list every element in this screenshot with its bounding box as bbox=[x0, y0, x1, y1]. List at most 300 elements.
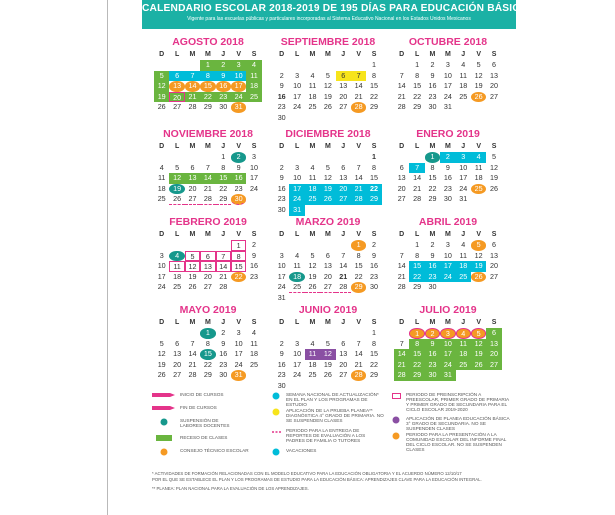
day-cell bbox=[394, 60, 409, 71]
day-cell: 29 bbox=[413, 282, 422, 292]
day-cell: 19 bbox=[471, 261, 486, 272]
day-cell bbox=[320, 328, 335, 339]
day-cell: 3 bbox=[295, 70, 300, 80]
day-cell: 28 bbox=[336, 282, 351, 293]
week-row bbox=[394, 272, 502, 283]
day-cell bbox=[336, 152, 351, 163]
day-cell: 27 bbox=[203, 282, 212, 292]
day-cell: 28 bbox=[188, 370, 197, 380]
day-cell: 10 bbox=[250, 162, 259, 172]
day-cell: 11 bbox=[157, 173, 166, 183]
day-cell: 12 bbox=[185, 261, 200, 272]
day-cell: 13 bbox=[169, 81, 184, 92]
day-cell: 6 bbox=[341, 162, 346, 172]
day-cell: 14 bbox=[413, 173, 422, 183]
day-cell: 10 bbox=[440, 339, 455, 350]
day-cell: 4 bbox=[246, 60, 261, 71]
day-cell: 22 bbox=[370, 91, 379, 101]
weekday-label: J bbox=[461, 143, 466, 150]
day-cell: 13 bbox=[339, 81, 348, 91]
day-cell: 13 bbox=[323, 261, 332, 271]
month-name: OCTUBRE 2018 bbox=[408, 36, 488, 48]
day-cell: 1 bbox=[200, 328, 215, 339]
day-cell: 1 bbox=[351, 240, 366, 251]
day-cell: 21 bbox=[413, 183, 422, 193]
month-name: MARZO 2019 bbox=[295, 216, 361, 228]
day-cell bbox=[305, 328, 320, 339]
day-cell: 17 bbox=[443, 81, 452, 91]
day-cell: 8 bbox=[372, 162, 377, 172]
day-cell: 6 bbox=[492, 60, 497, 69]
weekday-label: L bbox=[174, 231, 180, 238]
day-cell: 28 bbox=[413, 194, 422, 204]
weekday-label: M bbox=[324, 51, 331, 58]
day-cell bbox=[231, 282, 246, 293]
day-cell: 21 bbox=[339, 271, 348, 281]
day-cell: 2 bbox=[430, 240, 435, 249]
day-cell: 24 bbox=[440, 272, 455, 283]
weekday-header bbox=[394, 318, 502, 328]
day-cell: 3 bbox=[231, 60, 246, 71]
header-banner bbox=[142, 0, 528, 29]
week-row bbox=[274, 163, 382, 174]
day-cell: 25 bbox=[289, 282, 304, 293]
day-cell: 2 bbox=[216, 60, 231, 71]
legend-label: FIN DE CURSOS bbox=[180, 405, 217, 410]
day-cell: 20 bbox=[339, 359, 348, 369]
day-cell bbox=[456, 102, 471, 113]
weekday-label: J bbox=[221, 143, 226, 150]
weekday-label: L bbox=[174, 51, 180, 58]
weekday-label: S bbox=[251, 319, 257, 326]
day-cell: 4 bbox=[310, 162, 315, 172]
day-cell: 8 bbox=[356, 250, 361, 260]
day-cell: 26 bbox=[305, 282, 320, 293]
day-cell bbox=[274, 152, 289, 163]
day-cell: 1 bbox=[372, 152, 377, 161]
day-cell: 4 bbox=[169, 251, 184, 262]
week-row bbox=[394, 240, 502, 251]
day-cell bbox=[289, 328, 304, 339]
day-cell: 5 bbox=[154, 71, 169, 82]
weekday-label: V bbox=[356, 51, 361, 58]
day-cell: 9 bbox=[425, 339, 440, 350]
footnotes bbox=[152, 471, 502, 492]
weekday-label: J bbox=[461, 319, 466, 326]
day-cell bbox=[185, 328, 200, 339]
day-cell bbox=[486, 282, 501, 293]
weekday-label: J bbox=[341, 231, 346, 238]
day-cell bbox=[305, 60, 320, 71]
arrow-icon bbox=[152, 392, 176, 398]
day-cell bbox=[320, 152, 335, 163]
day-cell: 7 bbox=[356, 338, 361, 348]
day-cell: 30 bbox=[428, 102, 437, 112]
day-cell: 29 bbox=[428, 194, 437, 204]
week-row bbox=[274, 370, 382, 381]
day-cell: 17 bbox=[277, 271, 286, 281]
day-cell: 17 bbox=[250, 173, 259, 183]
day-cell: 14 bbox=[185, 81, 200, 92]
day-cell bbox=[320, 60, 335, 71]
day-cell: 7 bbox=[399, 250, 404, 260]
weekday-header bbox=[394, 50, 502, 60]
day-cell bbox=[366, 293, 381, 304]
document-title: CALENDARIO ESCOLAR 2018-2019 DE 195 DÍAS PARA EDUCACIÓN BÁSICA bbox=[142, 3, 528, 14]
legend-item-informe-final bbox=[392, 432, 510, 452]
week-row bbox=[154, 152, 262, 163]
month-name: ABRIL 2019 bbox=[418, 216, 478, 228]
day-cell bbox=[486, 194, 501, 205]
weekday-label: M bbox=[324, 143, 331, 150]
week-row bbox=[394, 360, 502, 371]
day-cell: 6 bbox=[200, 251, 215, 262]
month-calendar bbox=[154, 216, 262, 293]
week-row bbox=[394, 370, 502, 381]
weekday-label: M bbox=[309, 143, 316, 150]
day-cell: 12 bbox=[320, 349, 335, 360]
day-cell bbox=[154, 152, 169, 163]
day-cell bbox=[320, 381, 335, 392]
weekday-header bbox=[154, 318, 262, 328]
day-cell bbox=[366, 205, 381, 216]
day-cell: 30 bbox=[277, 204, 286, 214]
day-cell: 9 bbox=[445, 162, 450, 172]
legend-item-suspension bbox=[152, 418, 262, 428]
day-cell: 29 bbox=[366, 194, 381, 205]
day-cell: 19 bbox=[320, 184, 335, 195]
day-cell: 16 bbox=[428, 81, 437, 91]
day-cell: 26 bbox=[490, 183, 499, 193]
day-cell bbox=[246, 370, 261, 381]
legend-label: APLICACIÓN DE PLANEA EDUCACIÓN BÁSICA 3° GRADO DE SECUNDARIA. NO SE SUSPENDEN CLASES bbox=[406, 416, 510, 431]
day-cell bbox=[154, 60, 169, 71]
weekday-label: L bbox=[414, 319, 420, 326]
day-cell: 23 bbox=[425, 272, 440, 283]
day-cell: 11 bbox=[169, 261, 184, 272]
day-cell: 17 bbox=[234, 349, 243, 359]
weekday-label: J bbox=[461, 231, 466, 238]
day-cell: 27 bbox=[490, 91, 499, 101]
day-cell bbox=[305, 113, 320, 124]
day-cell: 4 bbox=[471, 152, 486, 163]
weekday-label: L bbox=[294, 231, 300, 238]
weekday-label: J bbox=[341, 319, 346, 326]
day-cell: 12 bbox=[157, 349, 166, 359]
weekday-header bbox=[394, 142, 502, 152]
day-cell: 16 bbox=[219, 349, 228, 359]
day-cell: 18 bbox=[459, 81, 468, 91]
day-cell: 7 bbox=[205, 162, 210, 172]
day-cell: 28 bbox=[397, 282, 406, 292]
day-cell: 22 bbox=[231, 272, 246, 283]
day-cell: 4 bbox=[456, 328, 471, 339]
day-cell: 21 bbox=[354, 359, 363, 369]
weekday-header bbox=[274, 142, 382, 152]
week-row bbox=[394, 339, 502, 350]
day-cell: 5 bbox=[185, 251, 200, 262]
day-cell bbox=[169, 60, 184, 71]
weekday-header bbox=[394, 230, 502, 240]
day-cell: 2 bbox=[252, 240, 257, 249]
weekday-label: S bbox=[251, 143, 257, 150]
day-cell: 24 bbox=[293, 370, 302, 380]
day-cell: 7 bbox=[351, 71, 366, 82]
day-cell: 13 bbox=[200, 261, 215, 272]
day-cell: 28 bbox=[219, 282, 228, 292]
weekday-label: M bbox=[444, 231, 451, 238]
day-cell: 10 bbox=[231, 71, 246, 82]
day-cell: 9 bbox=[236, 162, 241, 172]
day-cell: 9 bbox=[279, 349, 284, 359]
day-cell: 8 bbox=[415, 70, 420, 80]
weekday-label: M bbox=[324, 231, 331, 238]
day-cell: 19 bbox=[323, 359, 332, 369]
day-cell: 10 bbox=[443, 70, 452, 80]
legend-item-preinscripcion bbox=[392, 392, 510, 412]
day-cell: 15 bbox=[413, 81, 422, 91]
weekday-label: M bbox=[324, 319, 331, 326]
day-cell: 2 bbox=[221, 328, 226, 337]
weekday-label: M bbox=[444, 319, 451, 326]
week-row bbox=[154, 251, 262, 262]
day-cell: 18 bbox=[308, 91, 317, 101]
day-cell: 26 bbox=[157, 370, 166, 380]
week-row bbox=[154, 173, 262, 184]
day-cell: 27 bbox=[320, 282, 335, 293]
day-cell: 5 bbox=[471, 240, 486, 251]
month-calendar bbox=[274, 216, 382, 304]
day-cell: 12 bbox=[323, 81, 332, 91]
day-cell: 20 bbox=[490, 81, 499, 91]
day-cell: 19 bbox=[169, 184, 184, 195]
day-cell: 30 bbox=[277, 112, 286, 122]
day-cell: 11 bbox=[456, 339, 471, 350]
month-name: NOVIEMBRE 2018 bbox=[163, 128, 253, 140]
footnote: ** PLANEA: PLAN NACIONAL PARA LA EVALUACIÓN DE LOS APRENDIZAJES. bbox=[152, 486, 309, 491]
day-cell: 8 bbox=[205, 338, 210, 348]
day-cell: 22 bbox=[200, 92, 215, 103]
day-cell bbox=[351, 381, 366, 392]
day-cell bbox=[456, 370, 471, 381]
day-cell bbox=[394, 240, 409, 251]
legend-item-semana-nacional bbox=[272, 392, 384, 407]
day-cell: 14 bbox=[216, 261, 231, 272]
legend-label: VACACIONES bbox=[286, 448, 317, 453]
week-row bbox=[394, 163, 502, 174]
day-cell: 19 bbox=[157, 359, 166, 369]
day-cell: 14 bbox=[354, 81, 363, 91]
day-cell: 31 bbox=[289, 205, 304, 216]
day-cell: 14 bbox=[188, 349, 197, 359]
week-row bbox=[154, 240, 262, 251]
day-cell: 25 bbox=[308, 370, 317, 380]
weekday-label: D bbox=[159, 51, 165, 58]
day-cell: 6 bbox=[175, 338, 180, 348]
weekday-header bbox=[274, 230, 382, 240]
day-cell: 8 bbox=[430, 162, 435, 172]
day-cell: 22 bbox=[366, 184, 381, 195]
day-cell: 27 bbox=[173, 102, 182, 112]
day-cell: 16 bbox=[277, 359, 286, 369]
day-cell: 15 bbox=[409, 261, 424, 272]
weekday-label: S bbox=[491, 319, 497, 326]
day-cell: 3 bbox=[440, 328, 455, 339]
day-cell: 1 bbox=[372, 328, 377, 337]
day-cell: 24 bbox=[157, 282, 166, 292]
day-cell: 19 bbox=[323, 91, 332, 101]
day-cell: 5 bbox=[175, 162, 180, 172]
day-cell: 22 bbox=[413, 91, 422, 101]
week-row bbox=[274, 152, 382, 163]
weekday-label: L bbox=[414, 231, 420, 238]
day-cell: 17 bbox=[293, 359, 302, 369]
day-cell: 4 bbox=[310, 70, 315, 80]
day-cell: 18 bbox=[173, 271, 182, 281]
day-cell: 21 bbox=[397, 271, 406, 281]
day-cell: 14 bbox=[397, 261, 406, 271]
week-row bbox=[154, 272, 262, 283]
month-calendar bbox=[274, 128, 382, 216]
day-cell: 1 bbox=[409, 328, 424, 339]
week-row bbox=[394, 102, 502, 113]
weekday-label: J bbox=[221, 231, 226, 238]
weekday-label: S bbox=[491, 51, 497, 58]
day-cell: 2 bbox=[231, 152, 246, 163]
day-cell: 7 bbox=[399, 70, 404, 80]
day-cell: 20 bbox=[188, 183, 197, 193]
day-cell: 9 bbox=[430, 70, 435, 80]
week-row bbox=[274, 261, 382, 272]
day-cell: 21 bbox=[394, 360, 409, 371]
day-cell: 16 bbox=[425, 261, 440, 272]
day-cell: 9 bbox=[430, 250, 435, 260]
week-row bbox=[154, 339, 262, 350]
legend-label: INICIO DE CURSOS bbox=[180, 392, 224, 397]
weekday-label: V bbox=[476, 231, 481, 238]
day-cell: 23 bbox=[443, 183, 452, 193]
day-cell: 16 bbox=[250, 261, 259, 271]
day-cell: 30 bbox=[219, 370, 228, 380]
day-cell: 22 bbox=[203, 359, 212, 369]
day-cell: 15 bbox=[370, 349, 379, 359]
day-cell: 13 bbox=[490, 70, 499, 80]
month-name: SEPTIEMBRE 2018 bbox=[280, 36, 376, 48]
legend-label: CONSEJO TÉCNICO ESCOLAR bbox=[180, 448, 249, 453]
day-cell: 14 bbox=[354, 173, 363, 183]
legend-label: PERIODO DE PREINSCRIPCIÓN A PREESCOLAR, PRIMER GRADO DE PRIMARIA Y PRIMER GRADO DE SECUNDARIA PARA EL CICLO ESCOLAR 2019-2020 bbox=[406, 392, 509, 412]
week-row bbox=[274, 81, 382, 92]
weekday-label: M bbox=[189, 143, 196, 150]
week-row bbox=[154, 370, 262, 381]
day-cell: 31 bbox=[440, 370, 455, 381]
day-cell: 11 bbox=[474, 162, 483, 172]
day-cell: 1 bbox=[231, 240, 246, 251]
day-cell bbox=[471, 102, 486, 113]
day-cell: 19 bbox=[490, 173, 499, 183]
day-cell: 26 bbox=[188, 282, 197, 292]
weekday-label: D bbox=[399, 231, 405, 238]
day-cell: 3 bbox=[236, 328, 241, 337]
day-cell bbox=[320, 113, 335, 124]
day-cell bbox=[336, 60, 351, 71]
legend-item-planea-primaria bbox=[272, 408, 384, 423]
month-name: ENERO 2019 bbox=[416, 128, 480, 140]
day-cell: 17 bbox=[440, 349, 455, 360]
day-cell bbox=[336, 113, 351, 124]
day-cell: 8 bbox=[415, 250, 420, 260]
week-row bbox=[154, 60, 262, 71]
day-cell: 17 bbox=[157, 271, 166, 281]
day-cell: 1 bbox=[415, 60, 420, 69]
weekday-header bbox=[154, 50, 262, 60]
day-cell: 3 bbox=[456, 152, 471, 163]
day-cell bbox=[169, 328, 184, 339]
day-cell: 5 bbox=[492, 152, 497, 161]
arrow-icon bbox=[152, 405, 176, 411]
day-cell: 18 bbox=[474, 173, 483, 183]
day-cell bbox=[486, 370, 501, 381]
day-cell: 23 bbox=[277, 194, 286, 204]
day-cell: 6 bbox=[336, 71, 351, 82]
day-cell: 28 bbox=[394, 370, 409, 381]
day-cell: 26 bbox=[323, 370, 332, 380]
day-cell: 13 bbox=[339, 173, 348, 183]
day-cell: 17 bbox=[293, 91, 302, 101]
day-cell: 20 bbox=[339, 91, 348, 101]
month-calendar bbox=[394, 304, 502, 381]
day-cell: 15 bbox=[428, 173, 437, 183]
day-cell: 23 bbox=[234, 183, 243, 193]
weekday-label: D bbox=[279, 319, 285, 326]
day-cell bbox=[366, 381, 381, 392]
day-cell: 23 bbox=[277, 102, 286, 112]
day-cell: 13 bbox=[173, 349, 182, 359]
day-cell bbox=[289, 293, 304, 304]
day-cell: 15 bbox=[200, 349, 215, 360]
day-cell: 21 bbox=[188, 359, 197, 369]
week-row bbox=[274, 282, 382, 293]
day-cell: 23 bbox=[425, 360, 440, 371]
weekday-label: D bbox=[279, 51, 285, 58]
day-cell bbox=[351, 293, 366, 304]
day-cell: 16 bbox=[277, 183, 286, 193]
day-cell: 8 bbox=[221, 162, 226, 172]
weekday-label: D bbox=[279, 143, 285, 150]
week-row bbox=[274, 205, 382, 216]
day-cell: 6 bbox=[325, 250, 330, 260]
week-row bbox=[274, 339, 382, 350]
weekday-label: S bbox=[251, 51, 257, 58]
weekday-header bbox=[274, 318, 382, 328]
day-cell: 29 bbox=[203, 102, 212, 112]
week-row bbox=[274, 293, 382, 304]
day-cell: 27 bbox=[490, 271, 499, 281]
document-subtitle: Vigente para las escuelas públicas y particulares incorporadas al Sistema Educativo Nacional en los Estados Unidos Mexicanos bbox=[187, 16, 471, 22]
day-cell: 1 bbox=[221, 152, 226, 161]
day-cell bbox=[246, 282, 261, 293]
weekday-label: D bbox=[159, 231, 165, 238]
day-cell: 20 bbox=[323, 271, 332, 281]
day-cell: 26 bbox=[320, 194, 335, 205]
day-cell: 25 bbox=[456, 360, 471, 371]
day-cell: 22 bbox=[409, 360, 424, 371]
day-cell: 17 bbox=[231, 81, 246, 92]
circle-swatch-icon bbox=[152, 448, 176, 456]
day-cell: 1 bbox=[372, 60, 377, 69]
day-cell: 14 bbox=[339, 261, 348, 271]
legend-item-vacaciones bbox=[272, 448, 384, 456]
